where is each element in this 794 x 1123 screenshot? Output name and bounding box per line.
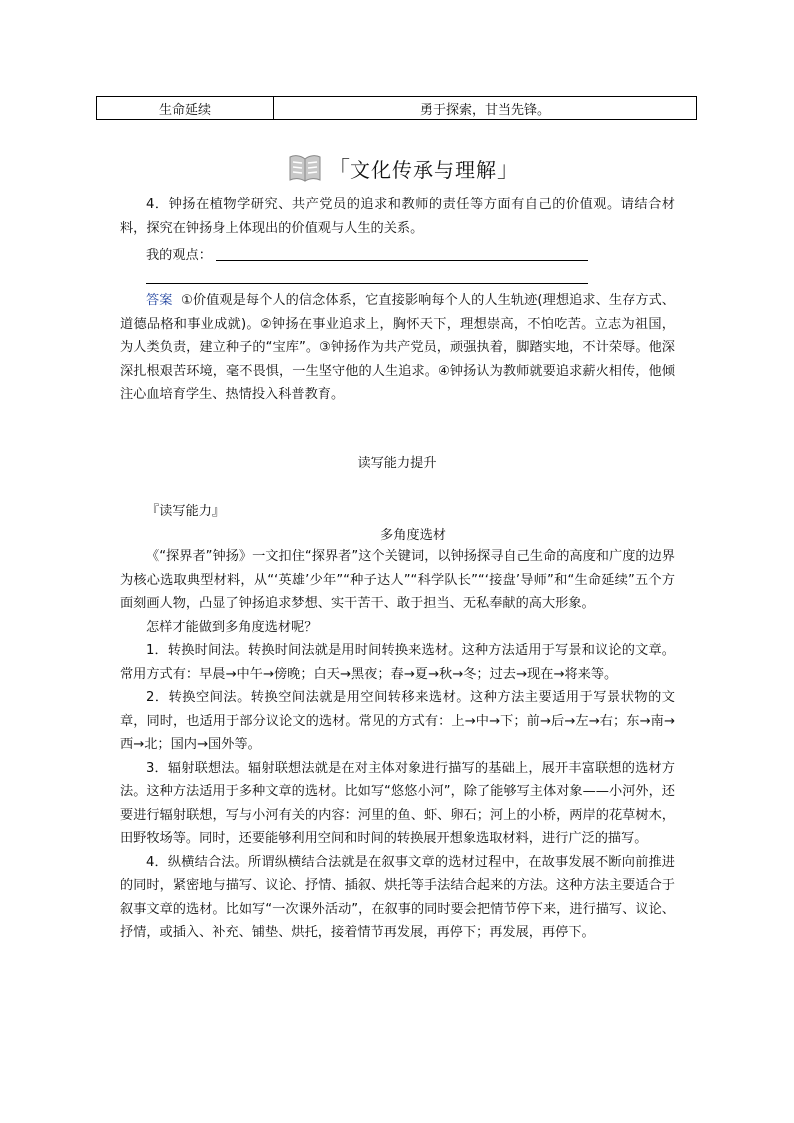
subsection-label: 『读写能力』 (146, 504, 226, 519)
section-title: 读写能力提升 (357, 456, 437, 471)
method-4-paragraph: 4．纵横结合法。所谓纵横结合法就是在叙事文章的选材过程中，在故事发展不断向前推进的同时，紧密地与描写、议论、抒情、插叙、烘托等手法结合起来的方法。这种方法主要适合于叙事文章的选材。比如写“一次课外活动”，在叙事的同时要会把情节停下来，进行描写、议论、抒情，或插入、补充、铺垫、烘托，接着情节再发展，再停下；再发展，再停下。 (120, 854, 675, 940)
table-cell-aspect: 生命延续 (97, 97, 274, 119)
question-paragraph: 怎样才能做到多角度选材呢？ (146, 619, 318, 635)
method-3-paragraph: 3．辐射联想法。辐射联想法就是在对主体对象进行描写的基础上，展开丰富联想的选材方法。这种方法适用于多种文章的选材。比如写“悠悠小河”，除了能够写主体对象——小河外，还要进行辐射联想，写与小河有关的内容：河里的鱼、虾、卵石；河上的小桥，两岸的花草树木，田野牧场等。同时，还要能够利用空间和时间的转换展开想象选取材料，进行广泛的描写。 (120, 760, 675, 846)
answer-line-2[interactable] (146, 283, 588, 284)
intro-paragraph: 《“探界者”钟扬》一文扣住“探界者”这个关键词，以钟扬探寻自己生命的高度和广度的边界为核心选取典型材料，从“‘英雄’少年”“种子达人”“科学队长”“‘接盘’导师”和“生命延续”五个方面刻画人物，凸显了钟扬追求梦想、实干苦干、敢于担当、无私奉献的高大形象。 (120, 549, 675, 611)
answer-line-1[interactable] (216, 260, 588, 261)
answer-block (120, 289, 675, 407)
answer-text: ①价值观是每个人的信念体系，它直接影响每个人的人生轨迹(理想追求、生存方式、道德品格和事业成就)。②钟扬在事业追求上，胸怀天下，理想崇高，不怕吃苦。立志为祖国，为人类负责，建立种子的“宝库”。③钟扬作为共产党员，顽强执着，脚踏实地，不计荣辱。他深深扎根艰苦环境，毫不畏惧，一生坚守他的人生追求。④钟扬认为教师就要追求薪火相传，他倾注心血培育学生、热情投入科普教育。 (120, 293, 675, 402)
banner-title: 文化传承与理解 (350, 157, 498, 182)
method-2-paragraph: 2．转换空间法。转换空间法就是用空间转移来选材。这种方法主要适用于写景状物的文章，同时，也适用于部分议论文的选材。常见的方式有：上→中→下；前→后→左→右；东→南→西→北；国内→国外等。 (120, 690, 675, 752)
method-body (120, 545, 675, 945)
answer-label: 答案 (146, 293, 173, 308)
opinion-label: 我的观点： (146, 248, 212, 263)
open-book-icon (288, 153, 322, 183)
summary-table-row (96, 96, 697, 120)
section-banner (288, 150, 519, 186)
table-cell-trait: 勇于探索，甘当先锋。 (419, 102, 550, 118)
banner-open-bracket: 「 (328, 157, 351, 183)
method-1-paragraph: 1．转换时间法。转换时间法就是用时间转换来选材。这种方法适用于写景和议论的文章。常用方式有：早晨→中午→傍晚；白天→黑夜；春→夏→秋→冬；过去→现在→将来等。 (120, 643, 675, 682)
question-4-text: 4．钟扬在植物学研究、共产党员的追求和教师的责任等方面有自己的价值观。请结合材料，探究在钟扬身上体现出的价值观与人生的关系。 (120, 197, 675, 236)
question-4 (120, 193, 675, 240)
topic-title: 多角度选材 (380, 528, 446, 543)
banner-close-bracket: 」 (497, 157, 520, 183)
